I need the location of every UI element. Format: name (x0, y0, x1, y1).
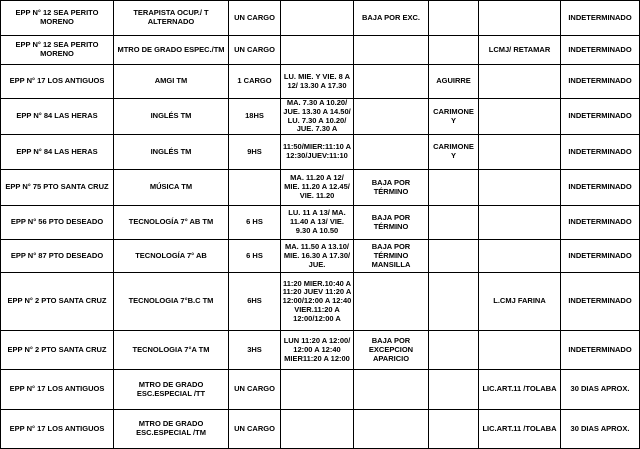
note-cell: LCMJ/ RETAMAR (479, 36, 561, 65)
table-row (1, 65, 640, 99)
note-cell (479, 1, 561, 36)
hours-cell: UN CARGO (229, 370, 281, 410)
schedule-cell: 11:20 MIER.10:40 A 11:20 JUEV 11:20 A 12:00/12:00 A 12:40 VIER.11:20 A 12:00/12:00 A (281, 273, 354, 331)
note-cell (479, 170, 561, 206)
hours-cell: 6 HS (229, 240, 281, 273)
duration-cell: INDETERMINADO (561, 135, 640, 170)
table-row (1, 370, 640, 410)
duration-cell: INDETERMINADO (561, 273, 640, 331)
table-row (1, 273, 640, 331)
note-cell (479, 65, 561, 99)
duration-cell: INDETERMINADO (561, 331, 640, 370)
position-cell: MTRO DE GRADO ESC.ESPECIAL /TM (114, 410, 229, 449)
reason-cell: BAJA POR TÉRMINO MANSILLA (354, 240, 429, 273)
reason-cell (354, 135, 429, 170)
table-row (1, 99, 640, 135)
school-cell: EPP N° 2 PTO SANTA CRUZ (1, 331, 114, 370)
table-row (1, 410, 640, 449)
table-row (1, 135, 640, 170)
school-cell: EPP N° 56 PTO DESEADO (1, 206, 114, 240)
school-cell: EPP N° 17 LOS ANTIGUOS (1, 410, 114, 449)
reason-cell (354, 36, 429, 65)
position-cell: AMGI TM (114, 65, 229, 99)
position-cell: TECNOLOGÍA 7° AB (114, 240, 229, 273)
note-cell: LIC.ART.11 /TOLABA (479, 370, 561, 410)
reason-cell (354, 370, 429, 410)
position-cell: MÚSICA TM (114, 170, 229, 206)
table-row (1, 36, 640, 65)
school-cell: EPP N° 17 LOS ANTIGUOS (1, 65, 114, 99)
hours-cell: UN CARGO (229, 410, 281, 449)
hours-cell: 1 CARGO (229, 65, 281, 99)
position-cell: MTRO DE GRADO ESC.ESPECIAL /TT (114, 370, 229, 410)
table-row (1, 170, 640, 206)
hours-cell: UN CARGO (229, 36, 281, 65)
table-row (1, 240, 640, 273)
schedule-cell (281, 410, 354, 449)
hours-cell: UN CARGO (229, 1, 281, 36)
table-row (1, 331, 640, 370)
position-cell: MTRO DE GRADO ESPEC./TM (114, 36, 229, 65)
reason-cell: BAJA POR TÉRMINO (354, 170, 429, 206)
position-cell: TECNOLOGIA 7°B.C TM (114, 273, 229, 331)
school-cell: EPP N° 12 SEA PERITO MORENO (1, 1, 114, 36)
reason-cell (354, 410, 429, 449)
hours-cell: 9HS (229, 135, 281, 170)
position-cell: INGLÉS TM (114, 99, 229, 135)
reason-cell: BAJA POR EXC. (354, 1, 429, 36)
hours-cell: 6 HS (229, 206, 281, 240)
substitute-cell (429, 410, 479, 449)
reason-cell (354, 99, 429, 135)
schedule-cell (281, 36, 354, 65)
note-cell: LIC.ART.11 /TOLABA (479, 410, 561, 449)
reason-cell (354, 273, 429, 331)
note-cell (479, 240, 561, 273)
duration-cell: INDETERMINADO (561, 1, 640, 36)
duration-cell: INDETERMINADO (561, 170, 640, 206)
position-cell: TERAPISTA OCUP./ T ALTERNADO (114, 1, 229, 36)
substitute-cell (429, 331, 479, 370)
duration-cell: 30 DIAS APROX. (561, 410, 640, 449)
note-cell (479, 206, 561, 240)
substitute-cell: CARIMONE Y (429, 99, 479, 135)
schedule-cell: MA. 11.50 A 13.10/ MIE. 16.30 A 17.30/ JUE. (281, 240, 354, 273)
duration-cell: 30 DIAS APROX. (561, 370, 640, 410)
schedule-cell (281, 370, 354, 410)
note-cell: L.CMJ FARINA (479, 273, 561, 331)
note-cell (479, 331, 561, 370)
duration-cell: INDETERMINADO (561, 206, 640, 240)
hours-cell: 3HS (229, 331, 281, 370)
substitute-cell (429, 273, 479, 331)
school-cell: EPP N° 12 SEA PERITO MORENO (1, 36, 114, 65)
hours-cell: 6HS (229, 273, 281, 331)
position-cell: TECNOLOGIA 7°A TM (114, 331, 229, 370)
schedule-cell: LUN 11:20 A 12:00/ 12:00 A 12:40 MIER11:20 A 12:00 (281, 331, 354, 370)
schedule-cell: 11:50/MIER:11:10 A 12:30/JUEV:11:10 (281, 135, 354, 170)
substitute-cell (429, 206, 479, 240)
school-cell: EPP N° 17 LOS ANTIGUOS (1, 370, 114, 410)
reason-cell: BAJA POR TÉRMINO (354, 206, 429, 240)
position-cell: TECNOLOGÍA 7° AB TM (114, 206, 229, 240)
substitute-cell: CARIMONE Y (429, 135, 479, 170)
schedule-cell: MA. 7.30 A 10.20/ JUE. 13.30 A 14.50/ LU. 7.30 A 10.20/ JUE. 7.30 A (281, 99, 354, 135)
duration-cell: INDETERMINADO (561, 36, 640, 65)
hours-cell: 18HS (229, 99, 281, 135)
substitute-cell (429, 240, 479, 273)
school-cell: EPP N° 84 LAS HERAS (1, 135, 114, 170)
schedule-cell: MA. 11.20 A 12/ MIE. 11.20 A 12.45/ VIE. 11.20 (281, 170, 354, 206)
schedule-cell (281, 1, 354, 36)
position-cell: INGLÉS TM (114, 135, 229, 170)
substitute-cell (429, 370, 479, 410)
schedule-cell: LU. 11 A 13/ MA. 11.40 A 13/ VIE. 9.30 A 10.50 (281, 206, 354, 240)
table-row (1, 206, 640, 240)
substitute-cell (429, 1, 479, 36)
hours-cell (229, 170, 281, 206)
duration-cell: INDETERMINADO (561, 99, 640, 135)
duration-cell: INDETERMINADO (561, 240, 640, 273)
reason-cell (354, 65, 429, 99)
substitute-cell (429, 36, 479, 65)
note-cell (479, 135, 561, 170)
table-row (1, 1, 640, 36)
school-cell: EPP N° 87 PTO DESEADO (1, 240, 114, 273)
substitute-cell: AGUIRRE (429, 65, 479, 99)
duration-cell: INDETERMINADO (561, 65, 640, 99)
substitute-cell (429, 170, 479, 206)
reason-cell: BAJA POR EXCEPCION APARICIO (354, 331, 429, 370)
school-cell: EPP N° 84 LAS HERAS (1, 99, 114, 135)
school-cell: EPP N° 75 PTO SANTA CRUZ (1, 170, 114, 206)
note-cell (479, 99, 561, 135)
school-cell: EPP N° 2 PTO SANTA CRUZ (1, 273, 114, 331)
schedule-cell: LU. MIE. Y VIE. 8 A 12/ 13.30 A 17.30 (281, 65, 354, 99)
